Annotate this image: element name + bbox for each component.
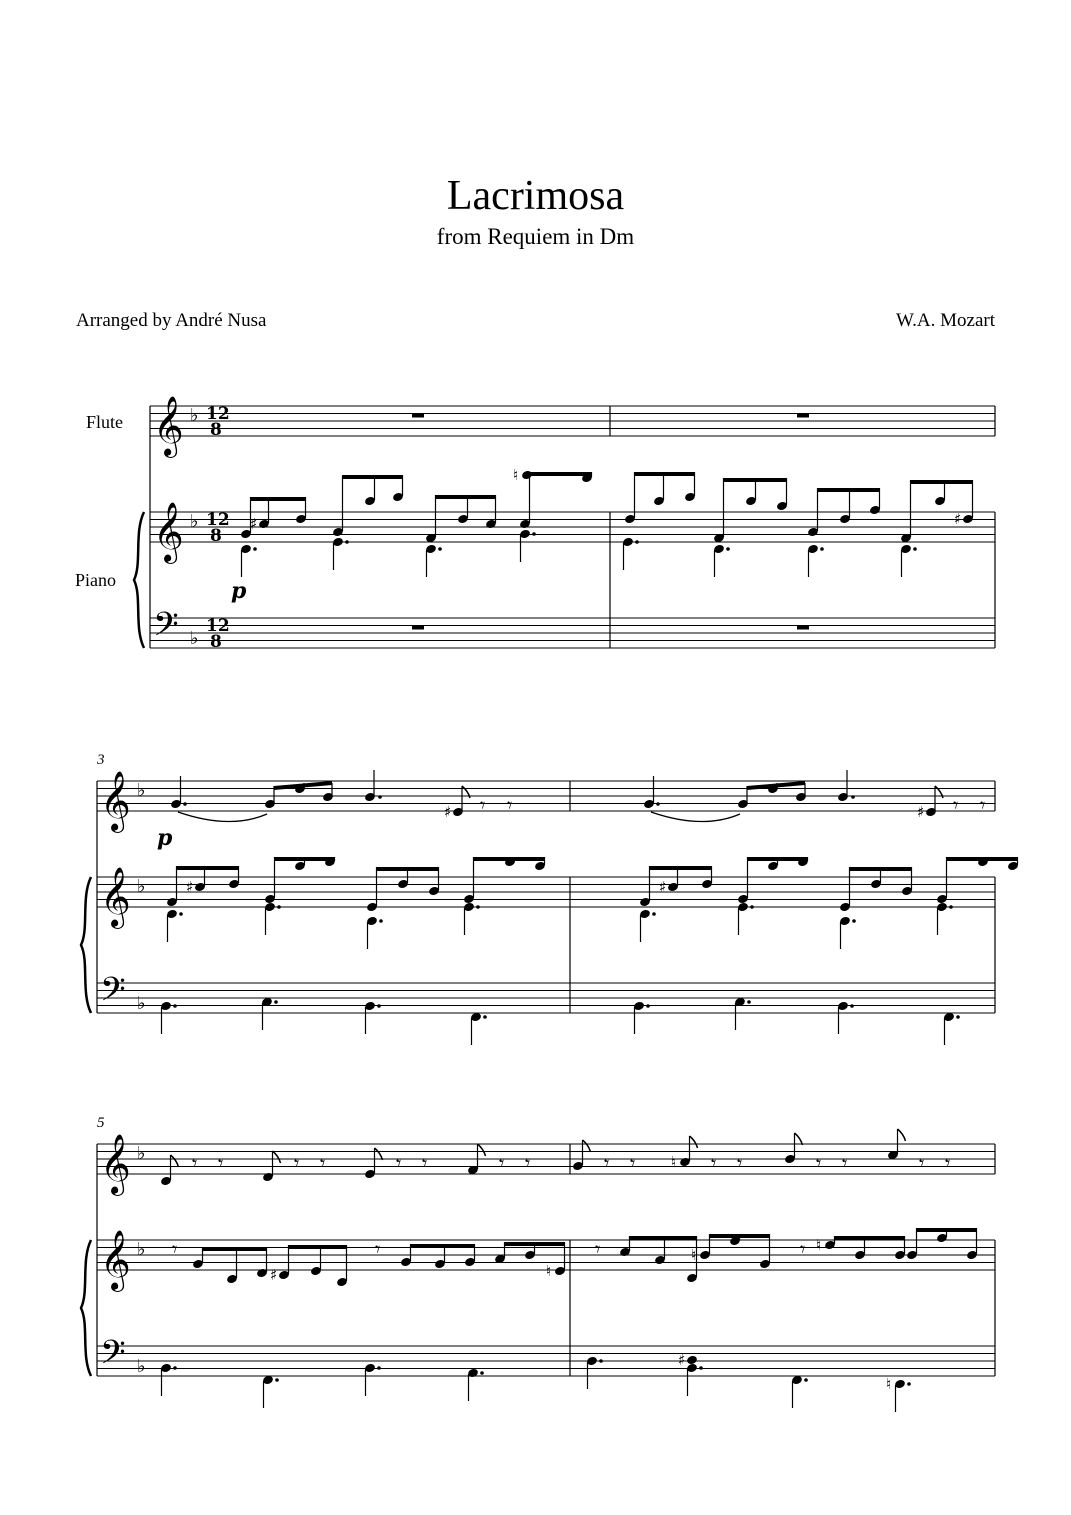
accidental: ♮ [546, 1262, 552, 1280]
eighth-rest: 𝄾 [842, 1151, 848, 1175]
augmentation-dot [378, 795, 382, 799]
notehead [686, 1355, 698, 1366]
whole-rest [412, 414, 424, 418]
key-signature-flat: ♭ [190, 511, 199, 532]
key-signature-flat: ♭ [190, 405, 199, 426]
flag [690, 1136, 698, 1148]
augmentation-dot [438, 547, 442, 551]
augmentation-dot [635, 540, 639, 544]
eighth-rest: 𝄾 [320, 1151, 326, 1175]
time-signature-numerator: 12 [206, 616, 230, 636]
accidental: ♮ [816, 1236, 822, 1254]
eighth-rest: 𝄾 [816, 1151, 822, 1175]
eighth-rest: 𝄾 [953, 793, 959, 817]
augmentation-dot [750, 905, 754, 909]
key-signature-flat: ♭ [190, 628, 199, 649]
key-signature-flat: ♭ [137, 993, 146, 1014]
composer-credit: W.A. Mozart [895, 310, 995, 331]
whole-rest [797, 626, 809, 630]
tie [178, 812, 267, 822]
augmentation-dot [480, 1371, 484, 1375]
time-signature-numerator: 12 [206, 510, 230, 530]
augmentation-dot [956, 1015, 960, 1019]
augmentation-dot [907, 1382, 911, 1386]
augmentation-dot [476, 905, 480, 909]
beam [911, 480, 973, 484]
augmentation-dot [699, 1366, 703, 1370]
eighth-rest: 𝄾 [507, 793, 513, 817]
beam [343, 475, 403, 479]
augmentation-dot [850, 1004, 854, 1008]
augmentation-dot [913, 547, 917, 551]
eighth-rest: 𝄾 [480, 793, 486, 817]
time-signature-denominator: 8 [210, 632, 222, 652]
flag [898, 1129, 906, 1141]
dynamic-flute-m3: p [157, 825, 173, 851]
augmentation-dot [173, 1004, 177, 1008]
flag [583, 1140, 591, 1152]
piano-brace [81, 1240, 91, 1376]
beam [177, 866, 239, 870]
beam [289, 1245, 347, 1249]
whole-rest [412, 626, 424, 630]
augmentation-dot [274, 1000, 278, 1004]
treble-clef: 𝄞 [153, 396, 184, 456]
score-subtitle: from Requiem in Dm [436, 224, 635, 249]
time-signature-denominator: 8 [210, 420, 222, 440]
eighth-rest: 𝄾 [980, 793, 986, 817]
score-title: Lacrimosa [446, 173, 625, 219]
accidental: ♯ [250, 515, 258, 533]
key-signature-flat: ♭ [137, 1239, 146, 1260]
time-signature-denominator: 8 [210, 526, 222, 546]
augmentation-dot [852, 919, 856, 923]
instrument-label-piano: Piano [75, 570, 117, 590]
augmentation-dot [173, 1366, 177, 1370]
eighth-rest: 𝄾 [604, 1151, 610, 1175]
flag [273, 1151, 281, 1163]
eighth-rest: 𝄾 [945, 1151, 951, 1175]
beam [436, 495, 496, 499]
augmentation-dot [599, 1359, 603, 1363]
beam [251, 497, 306, 501]
flag [375, 1148, 383, 1160]
time-signature-numerator: 12 [206, 404, 230, 424]
beam [635, 472, 695, 476]
accidental: ♯ [186, 878, 194, 896]
arranger-credit: Arranged by André Nusa [76, 310, 267, 331]
eighth-rest: 𝄾 [396, 1151, 402, 1175]
beam [530, 472, 592, 476]
eighth-rest: 𝄾 [218, 1151, 224, 1175]
tie [651, 812, 740, 822]
beam [505, 1242, 565, 1246]
measure-number-system-3: 5 [97, 1115, 105, 1131]
augmentation-dot [652, 912, 656, 916]
instrument-label-flute: Flute [86, 412, 124, 432]
augmentation-dot [532, 532, 536, 536]
beam [275, 857, 335, 861]
augmentation-dot [253, 547, 257, 551]
beam [748, 857, 808, 861]
flag [795, 1133, 803, 1145]
dynamic-piano-m1: p [231, 578, 247, 604]
eighth-rest: 𝄾 [711, 1151, 717, 1175]
eighth-rest: 𝄾 [422, 1151, 428, 1175]
beam [630, 1236, 697, 1240]
augmentation-dot [656, 802, 660, 806]
eighth-rest: 𝄾 [737, 1151, 743, 1175]
beam [203, 1247, 267, 1251]
beam [947, 857, 1018, 861]
treble-clef: 𝄞 [100, 1134, 131, 1194]
piano-brace [134, 512, 144, 648]
bass-clef: 𝄢 [100, 1334, 126, 1380]
eighth-rest: 𝄾 [595, 1237, 601, 1261]
augmentation-dot [275, 1378, 279, 1382]
augmentation-dot [179, 912, 183, 916]
key-signature-flat: ♭ [137, 1143, 146, 1164]
beam [710, 1234, 770, 1238]
augmentation-dot [726, 547, 730, 551]
augmentation-dot [646, 1004, 650, 1008]
eighth-rest: 𝄾 [630, 1151, 636, 1175]
treble-clef: 𝄞 [100, 1230, 131, 1290]
beam [835, 1236, 905, 1240]
augmentation-dot [183, 802, 187, 806]
staff-lines [81, 396, 995, 1380]
bass-clef: 𝄢 [100, 971, 126, 1017]
accidental: ♮ [886, 1375, 892, 1393]
bass-clef: 𝄢 [153, 606, 179, 652]
augmentation-dot [277, 905, 281, 909]
augmentation-dot [379, 919, 383, 923]
flag [171, 1155, 179, 1167]
augmentation-dot [377, 1004, 381, 1008]
eighth-rest: 𝄾 [294, 1151, 300, 1175]
treble-clef: 𝄞 [100, 867, 131, 927]
key-signature-flat: ♭ [137, 780, 146, 801]
beam [411, 1244, 475, 1248]
accidental: ♯ [678, 1351, 686, 1369]
eighth-rest: 𝄾 [499, 1151, 505, 1175]
eighth-rest: 𝄾 [800, 1237, 806, 1261]
accidental: ♯ [659, 878, 667, 896]
augmentation-dot [804, 1378, 808, 1382]
accidental: ♮ [671, 1153, 677, 1171]
beam [377, 867, 439, 871]
accidental: ♮ [513, 466, 519, 484]
accidental: ♯ [954, 510, 962, 528]
key-signature-flat: ♭ [137, 1356, 146, 1377]
beam [724, 478, 787, 482]
eighth-rest: 𝄾 [525, 1151, 531, 1175]
accidental: ♯ [444, 803, 452, 821]
measure-number-system-2: 3 [97, 752, 105, 768]
accidental: ♯ [917, 803, 925, 821]
treble-clef: 𝄞 [100, 771, 131, 831]
augmentation-dot [483, 1015, 487, 1019]
eighth-rest: 𝄾 [172, 1237, 178, 1261]
augmentation-dot [747, 1000, 751, 1004]
key-signature-flat: ♭ [137, 876, 146, 897]
piano-brace [81, 877, 91, 1013]
whole-rest [797, 414, 809, 418]
augmentation-dot [949, 905, 953, 909]
augmentation-dot [377, 1366, 381, 1370]
augmentation-dot [345, 540, 349, 544]
beam [850, 867, 912, 871]
beam [818, 488, 880, 492]
eighth-rest: 𝄾 [375, 1237, 381, 1261]
accidental: ♮ [691, 1246, 697, 1264]
eighth-rest: 𝄾 [919, 1151, 925, 1175]
flag [478, 1144, 486, 1156]
beam [474, 857, 545, 861]
treble-clef: 𝄞 [153, 502, 184, 562]
accidental: ♯ [270, 1266, 278, 1284]
augmentation-dot [820, 547, 824, 551]
beam [650, 866, 712, 870]
eighth-rest: 𝄾 [192, 1151, 198, 1175]
augmentation-dot [851, 795, 855, 799]
beam [917, 1228, 977, 1232]
